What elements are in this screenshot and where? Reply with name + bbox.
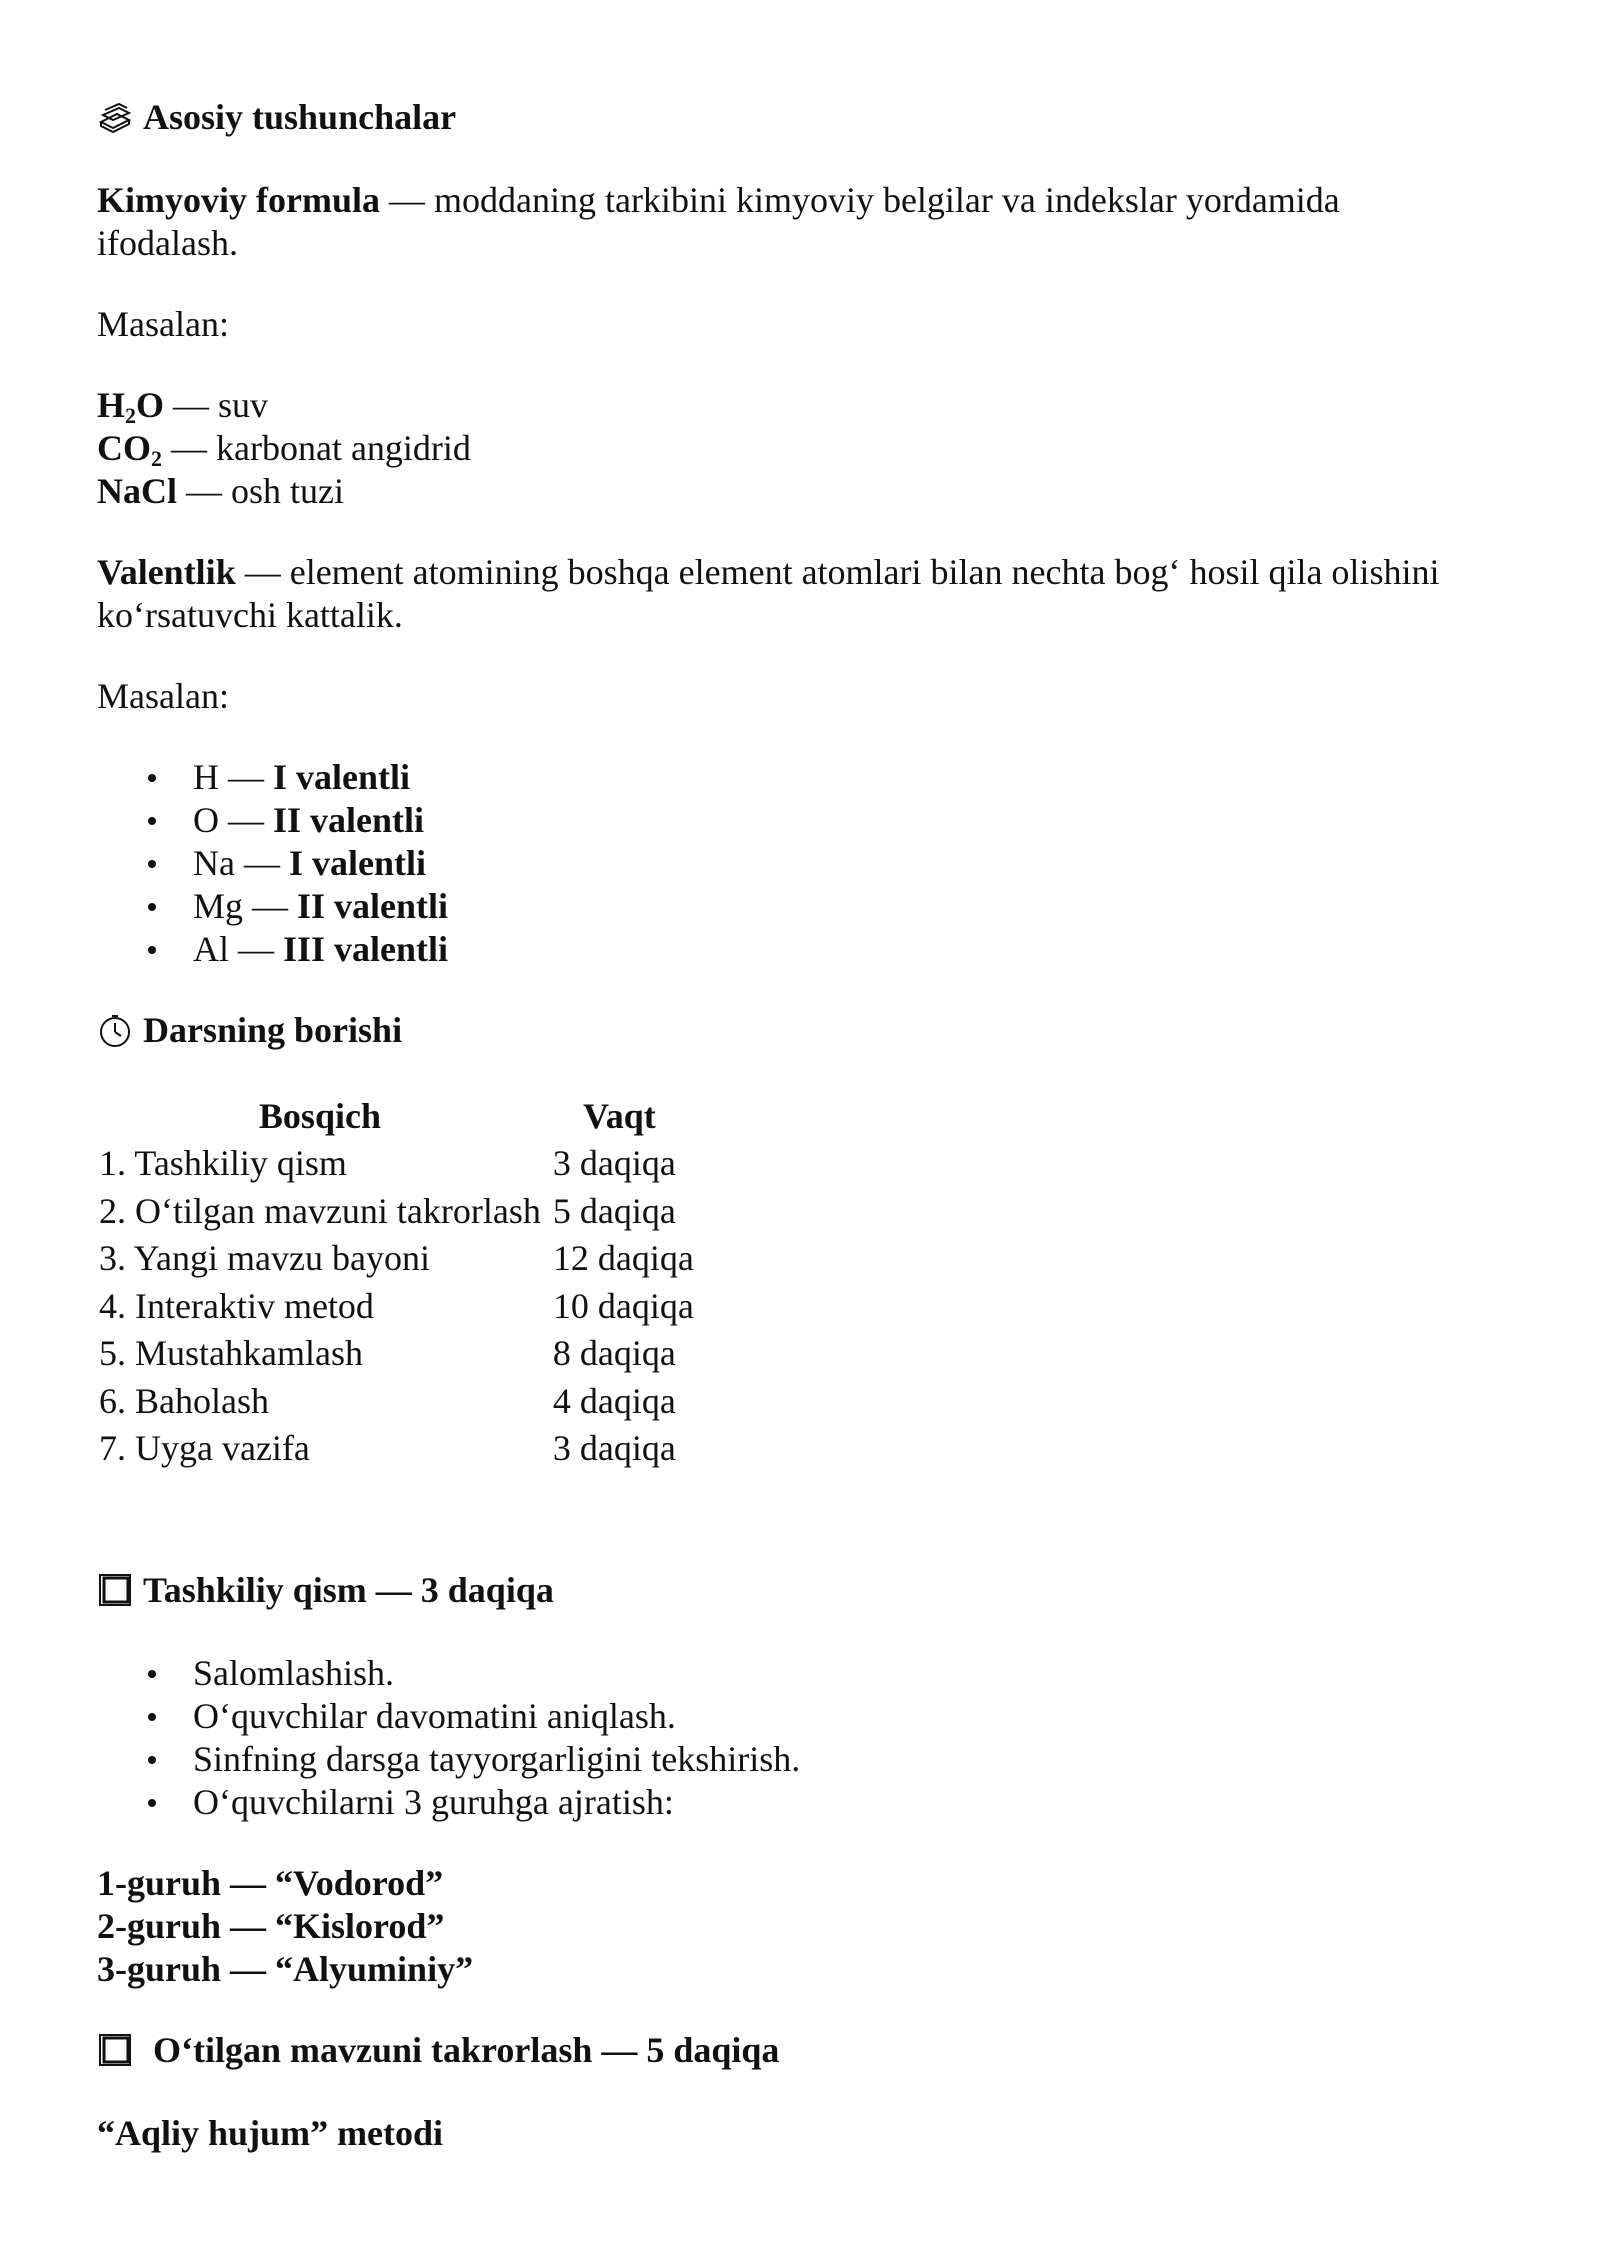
example-label: Masalan: [97,676,229,716]
list-item: O — II valentli [193,799,1460,842]
section-title: O‘tilgan mavzuni takrorlash — 5 daqiqa [153,2029,780,2070]
table-row: 4. Interaktiv metod 10 daqiqa [99,1285,694,1326]
section-heading-review [97,2029,1460,2072]
table-row: 1. Tashkiliy qism 3 daqiqa [99,1143,676,1184]
list-item: Sinfning darsga tayyorgarligini tekshirish. [193,1738,1460,1781]
table-header-row [97,1092,696,1140]
section-heading-organization [97,1569,1460,1612]
section-title: Asosiy tushunchalar [143,97,457,137]
table-row: 7. Uyga vazifa 3 daqiqa [99,1428,676,1469]
formula: $CO_2$ [97,428,162,471]
formula-description: — osh tuzi [177,471,344,511]
keycap-1-icon [97,1572,133,1608]
list-item: Salomlashish. [193,1652,1460,1695]
list-item: H — I valentli [193,756,1460,799]
formula-definition [97,179,1460,265]
list-item: Mg — II valentli [193,885,1460,928]
term: Valentlik [97,552,236,592]
formula: NaCl [97,471,177,511]
lesson-steps-table [97,1092,696,1473]
example-label: Masalan: [97,304,229,344]
list-item: O‘quvchilarni 3 guruhga ajratish: [193,1781,1460,1824]
section-title: Darsning borishi [143,1010,403,1050]
table-row: 2. O‘tilgan mavzuni takrorlash 5 daqiqa [99,1190,676,1231]
valency-list [97,756,1460,971]
formula-list [97,384,1460,513]
group-line: 3-guruh — “Alyuminiy” [97,1948,474,1989]
stopwatch-icon [97,1013,133,1049]
term: Kimyoviy formula [97,180,380,220]
formula-description: — suv [164,385,269,425]
section-heading-lesson-flow [97,1009,1460,1052]
formula-line [97,427,1460,470]
definition-text: — element atomining boshqa element atomlari bilan nechta bog‘ hosil qila olishini ko‘rsatuvchi kattalik. [97,552,1440,635]
formula-line [97,470,1460,513]
valency-definition [97,551,1460,637]
formula: $H_2O$ [97,385,165,428]
keycap-2-icon [97,2032,133,2068]
definition-text: — moddaning tarkibini kimyoviy belgilar va indekslar yordamida ifodalash. [97,180,1340,263]
formula-description: — karbonat angidrid [162,428,471,468]
formula-line [97,384,1460,427]
method-title: “Aqliy hujum” metodi [97,2112,444,2153]
group-line: 1-guruh — “Vodorod” [97,1862,444,1903]
list-item: Na — I valentli [193,842,1460,885]
column-header-time: Vaqt [583,1095,656,1136]
column-header-step: Bosqich [258,1095,381,1136]
organization-list [97,1652,1460,1824]
group-line: 2-guruh — “Kislorod” [97,1905,445,1946]
table-row: 6. Baholash 4 daqiqa [99,1380,676,1421]
section-title: Tashkiliy qism — 3 daqiqa [143,1569,554,1610]
section-heading-concepts [97,96,1460,139]
table-row: 5. Mustahkamlash 8 daqiqa [99,1333,676,1374]
table-row: 3. Yangi mavzu bayoni 12 daqiqa [99,1238,694,1279]
list-item: Al — III valentli [193,928,1460,971]
books-icon [97,100,133,136]
group-list [97,1862,1460,1991]
list-item: O‘quvchilar davomatini aniqlash. [193,1695,1460,1738]
